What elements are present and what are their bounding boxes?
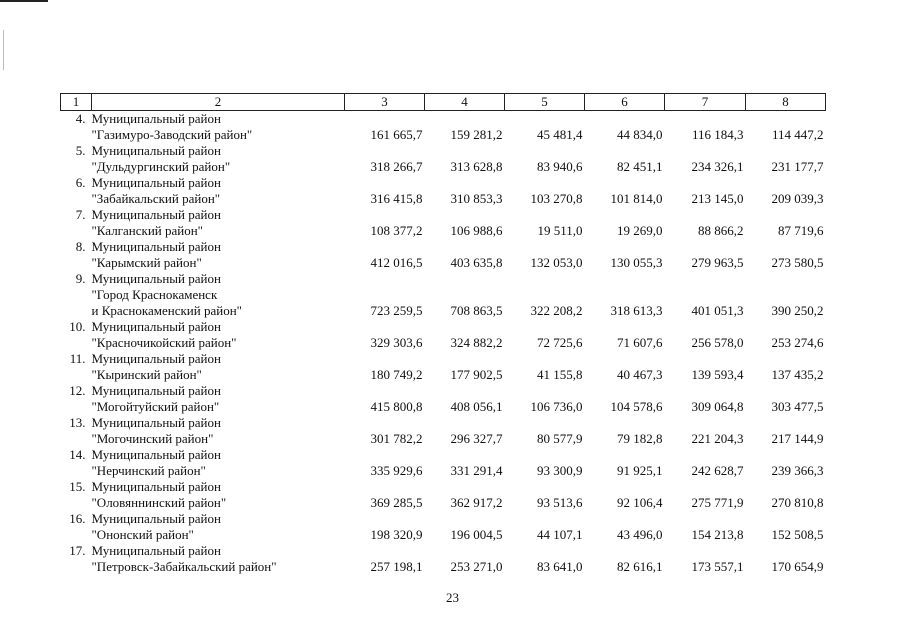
- value-cell-col-8: [746, 287, 826, 303]
- value-cell-col-4: 324 882,2: [450, 335, 503, 350]
- value-cell-col-4: [425, 351, 505, 367]
- value-cell-col-8: 303 477,5: [771, 399, 824, 414]
- table-row: [61, 447, 826, 463]
- value-cell-col-3: [345, 143, 425, 159]
- row-number: 9.: [75, 271, 86, 286]
- column-header-8: 8: [746, 94, 826, 111]
- value-cell-col-6: 318 613,3: [610, 303, 663, 318]
- value-cell-col-7: 154 213,8: [691, 527, 744, 542]
- value-cell-col-7: [665, 175, 746, 191]
- value-cell-col-3: 329 303,6: [370, 335, 423, 350]
- value-cell-col-5: 83 940,6: [537, 159, 583, 174]
- district-name-line: Муниципальный район: [91, 319, 221, 334]
- value-cell-col-8: 114 447,2: [771, 127, 824, 142]
- value-cell-col-4: [425, 543, 505, 559]
- value-cell-col-5: [505, 175, 585, 191]
- row-number: [61, 127, 92, 143]
- table-row: [61, 207, 826, 223]
- value-cell-col-3: [345, 319, 425, 335]
- table-row: [61, 271, 826, 287]
- table-row: [61, 239, 826, 255]
- value-cell-col-8: [746, 383, 826, 399]
- value-cell-col-3: 301 782,2: [370, 431, 423, 446]
- value-cell-col-3: 369 285,5: [370, 495, 423, 510]
- value-cell-col-3: 316 415,8: [370, 191, 423, 206]
- value-cell-col-6: 40 467,3: [617, 367, 663, 382]
- district-name-line: "Ононский район": [91, 527, 194, 542]
- table-row: [61, 175, 826, 191]
- table-row: [61, 367, 826, 383]
- district-name-line: "Калганский район": [91, 223, 203, 238]
- district-name-line: Муниципальный район: [91, 271, 221, 286]
- value-cell-col-5: [505, 351, 585, 367]
- value-cell-col-6: [585, 383, 665, 399]
- value-cell-col-5: 93 513,6: [537, 495, 583, 510]
- value-cell-col-5: 80 577,9: [537, 431, 583, 446]
- district-name-line: "Газимуро-Заводский район": [91, 127, 253, 142]
- value-cell-col-5: 44 107,1: [537, 527, 583, 542]
- table-row: [61, 431, 826, 447]
- table-row: [61, 511, 826, 527]
- value-cell-col-7: [665, 351, 746, 367]
- district-name-line: "Дульдургинский район": [91, 159, 231, 174]
- value-cell-col-8: [746, 543, 826, 559]
- value-cell-col-8: 239 366,3: [771, 463, 824, 478]
- value-cell-col-7: [665, 319, 746, 335]
- value-cell-col-3: [345, 239, 425, 255]
- row-number: [61, 191, 92, 207]
- district-name-line: Муниципальный район: [91, 447, 221, 462]
- value-cell-col-7: [665, 287, 746, 303]
- district-name-line: Муниципальный район: [91, 511, 221, 526]
- column-header-3: 3: [345, 94, 425, 111]
- value-cell-col-3: 412 016,5: [370, 255, 423, 270]
- value-cell-col-5: 106 736,0: [530, 399, 583, 414]
- value-cell-col-3: 415 800,8: [370, 399, 423, 414]
- value-cell-col-3: 108 377,2: [370, 223, 423, 238]
- value-cell-col-7: 173 557,1: [691, 559, 744, 574]
- value-cell-col-6: [585, 415, 665, 431]
- margin-scan-line: [3, 30, 4, 70]
- value-cell-col-3: 161 665,7: [370, 127, 423, 142]
- value-cell-col-8: [746, 351, 826, 367]
- value-cell-col-6: [585, 111, 665, 128]
- district-name-line: Муниципальный район: [91, 383, 221, 398]
- value-cell-col-3: [345, 543, 425, 559]
- value-cell-col-8: 231 177,7: [771, 159, 824, 174]
- district-name-line: Муниципальный район: [91, 207, 221, 222]
- column-header-7: 7: [665, 94, 746, 111]
- value-cell-col-6: 82 451,1: [617, 159, 663, 174]
- value-cell-col-4: [425, 383, 505, 399]
- value-cell-col-5: [505, 271, 585, 287]
- value-cell-col-4: [425, 207, 505, 223]
- value-cell-col-5: 41 155,8: [537, 367, 583, 382]
- value-cell-col-5: 83 641,0: [537, 559, 583, 574]
- value-cell-col-7: [665, 271, 746, 287]
- row-number: 6.: [75, 175, 86, 190]
- value-cell-col-7: 275 771,9: [691, 495, 744, 510]
- table-row: [61, 127, 826, 143]
- row-number: 7.: [75, 207, 86, 222]
- table-body: [61, 111, 826, 576]
- value-cell-col-4: [425, 143, 505, 159]
- value-cell-col-4: 408 056,1: [450, 399, 503, 414]
- row-number: [61, 559, 92, 575]
- value-cell-col-8: 87 719,6: [778, 223, 824, 238]
- row-number: [61, 159, 92, 175]
- value-cell-col-8: [746, 175, 826, 191]
- value-cell-col-3: 180 749,2: [370, 367, 423, 382]
- value-cell-col-7: 242 628,7: [691, 463, 744, 478]
- value-cell-col-8: 209 039,3: [771, 191, 824, 206]
- value-cell-col-5: [505, 287, 585, 303]
- budget-table: [60, 93, 826, 575]
- value-cell-col-6: [585, 479, 665, 495]
- district-name-line: и Краснокаменский район": [91, 303, 242, 318]
- value-cell-col-5: [505, 383, 585, 399]
- value-cell-col-5: 132 053,0: [530, 255, 583, 270]
- district-name-line: Муниципальный район: [91, 175, 221, 190]
- value-cell-col-4: [425, 319, 505, 335]
- row-number: 17.: [69, 543, 86, 558]
- value-cell-col-5: 322 208,2: [530, 303, 583, 318]
- district-name-line: "Забайкальский район": [91, 191, 221, 206]
- table-row: [61, 415, 826, 431]
- header-row: [61, 94, 826, 111]
- value-cell-col-7: 279 963,5: [691, 255, 744, 270]
- value-cell-col-8: [746, 447, 826, 463]
- table-row: [61, 223, 826, 239]
- row-number: 16.: [69, 511, 86, 526]
- value-cell-col-5: [505, 319, 585, 335]
- value-cell-col-4: [425, 287, 505, 303]
- value-cell-col-3: [345, 383, 425, 399]
- value-cell-col-7: [665, 239, 746, 255]
- table-row: [61, 351, 826, 367]
- value-cell-col-4: 106 988,6: [450, 223, 503, 238]
- row-number: 5.: [75, 143, 86, 158]
- value-cell-col-8: [746, 207, 826, 223]
- table-row: [61, 303, 826, 319]
- value-cell-col-3: 198 320,9: [370, 527, 423, 542]
- value-cell-col-7: 401 051,3: [691, 303, 744, 318]
- value-cell-col-7: [665, 207, 746, 223]
- value-cell-col-5: 93 300,9: [537, 463, 583, 478]
- value-cell-col-8: [746, 319, 826, 335]
- value-cell-col-6: [585, 511, 665, 527]
- value-cell-col-6: [585, 287, 665, 303]
- value-cell-col-3: 257 198,1: [370, 559, 423, 574]
- value-cell-col-7: [665, 543, 746, 559]
- row-number: 10.: [69, 319, 86, 334]
- column-header-6: 6: [585, 94, 665, 111]
- value-cell-col-3: [345, 511, 425, 527]
- value-cell-col-3: [345, 479, 425, 495]
- value-cell-col-7: [665, 511, 746, 527]
- table-row: [61, 159, 826, 175]
- value-cell-col-4: [425, 239, 505, 255]
- table-row: [61, 143, 826, 159]
- value-cell-col-7: 309 064,8: [691, 399, 744, 414]
- table-row: [61, 111, 826, 128]
- value-cell-col-6: 101 814,0: [610, 191, 663, 206]
- value-cell-col-6: 104 578,6: [610, 399, 663, 414]
- value-cell-col-3: [345, 175, 425, 191]
- row-number: [61, 367, 92, 383]
- value-cell-col-4: [425, 447, 505, 463]
- value-cell-col-5: 19 511,0: [537, 223, 583, 238]
- value-cell-col-7: 256 578,0: [691, 335, 744, 350]
- value-cell-col-6: 130 055,3: [610, 255, 663, 270]
- value-cell-col-3: [345, 271, 425, 287]
- value-cell-col-4: 708 863,5: [450, 303, 503, 318]
- value-cell-col-3: 335 929,6: [370, 463, 423, 478]
- row-number: 14.: [69, 447, 86, 462]
- district-name-line: "Могойтуйский район": [91, 399, 220, 414]
- district-name-line: "Город Краснокаменск: [91, 287, 218, 302]
- district-name-line: "Красночикойский район": [91, 335, 237, 350]
- value-cell-col-7: [665, 415, 746, 431]
- value-cell-col-6: 92 106,4: [617, 495, 663, 510]
- value-cell-col-3: [345, 287, 425, 303]
- value-cell-col-7: 116 184,3: [691, 127, 744, 142]
- table-row: [61, 543, 826, 559]
- row-number: 11.: [69, 351, 86, 366]
- value-cell-col-4: 159 281,2: [450, 127, 503, 142]
- district-name-line: Муниципальный район: [91, 415, 221, 430]
- value-cell-col-4: 313 628,8: [450, 159, 503, 174]
- value-cell-col-8: [746, 143, 826, 159]
- value-cell-col-5: [505, 207, 585, 223]
- page-number: 23: [446, 590, 459, 605]
- district-name-line: Муниципальный район: [91, 111, 221, 126]
- value-cell-col-8: 152 508,5: [771, 527, 824, 542]
- row-number: 4.: [75, 111, 86, 126]
- value-cell-col-6: [585, 543, 665, 559]
- value-cell-col-6: 79 182,8: [617, 431, 663, 446]
- value-cell-col-7: [665, 479, 746, 495]
- value-cell-col-8: 253 274,6: [771, 335, 824, 350]
- table-row: [61, 479, 826, 495]
- value-cell-col-4: 331 291,4: [450, 463, 503, 478]
- district-name-line: "Карымский район": [91, 255, 202, 270]
- corner-scan-mark: [0, 0, 48, 2]
- value-cell-col-6: 91 925,1: [617, 463, 663, 478]
- district-name-line: Муниципальный район: [91, 239, 221, 254]
- table-row: [61, 287, 826, 303]
- value-cell-col-6: 71 607,6: [617, 335, 663, 350]
- value-cell-col-6: [585, 207, 665, 223]
- value-cell-col-4: [425, 511, 505, 527]
- row-number: [61, 431, 92, 447]
- value-cell-col-3: [345, 351, 425, 367]
- row-number: [61, 255, 92, 271]
- value-cell-col-7: 213 145,0: [691, 191, 744, 206]
- value-cell-col-6: [585, 447, 665, 463]
- value-cell-col-4: 362 917,2: [450, 495, 503, 510]
- row-number: 13.: [69, 415, 86, 430]
- value-cell-col-8: 170 654,9: [771, 559, 824, 574]
- value-cell-col-5: [505, 543, 585, 559]
- value-cell-col-3: [345, 415, 425, 431]
- table-row: [61, 559, 826, 575]
- value-cell-col-6: [585, 239, 665, 255]
- column-header-4: 4: [425, 94, 505, 111]
- district-name-line: Муниципальный район: [91, 479, 221, 494]
- row-number: [61, 223, 92, 239]
- row-number: [61, 303, 92, 319]
- value-cell-col-3: 723 259,5: [370, 303, 423, 318]
- value-cell-col-5: [505, 479, 585, 495]
- district-name-line: "Нерчинский район": [91, 463, 206, 478]
- value-cell-col-3: [345, 447, 425, 463]
- value-cell-col-6: [585, 175, 665, 191]
- value-cell-col-4: 310 853,3: [450, 191, 503, 206]
- row-number: 12.: [69, 383, 86, 398]
- table-row: [61, 191, 826, 207]
- value-cell-col-4: [425, 111, 505, 128]
- row-number: [61, 527, 92, 543]
- value-cell-col-8: 390 250,2: [771, 303, 824, 318]
- district-name-line: Муниципальный район: [91, 543, 221, 558]
- value-cell-col-3: [345, 111, 425, 128]
- value-cell-col-8: [746, 415, 826, 431]
- value-cell-col-6: 43 496,0: [617, 527, 663, 542]
- row-number: [61, 463, 92, 479]
- value-cell-col-8: [746, 511, 826, 527]
- row-number: [61, 399, 92, 415]
- district-name-line: "Могочинский район": [91, 431, 214, 446]
- district-name-line: "Оловяннинский район": [91, 495, 227, 510]
- value-cell-col-5: [505, 511, 585, 527]
- value-cell-col-8: 273 580,5: [771, 255, 824, 270]
- value-cell-col-8: 270 810,8: [771, 495, 824, 510]
- district-name-line: "Петровск-Забайкальский район": [91, 559, 277, 574]
- district-name-line: "Кыринский район": [91, 367, 202, 382]
- row-number: 8.: [75, 239, 86, 254]
- row-number: 15.: [69, 479, 86, 494]
- value-cell-col-6: [585, 351, 665, 367]
- value-cell-col-4: 403 635,8: [450, 255, 503, 270]
- value-cell-col-8: 137 435,2: [771, 367, 824, 382]
- district-name-line: Муниципальный район: [91, 351, 221, 366]
- value-cell-col-4: [425, 415, 505, 431]
- value-cell-col-5: [505, 415, 585, 431]
- value-cell-col-7: 234 326,1: [691, 159, 744, 174]
- value-cell-col-4: 253 271,0: [450, 559, 503, 574]
- value-cell-col-7: [665, 383, 746, 399]
- row-number: [61, 495, 92, 511]
- value-cell-col-6: [585, 143, 665, 159]
- column-header-5: 5: [505, 94, 585, 111]
- value-cell-col-8: [746, 239, 826, 255]
- value-cell-col-4: [425, 479, 505, 495]
- value-cell-col-8: [746, 271, 826, 287]
- value-cell-col-3: [345, 207, 425, 223]
- value-cell-col-8: [746, 111, 826, 128]
- value-cell-col-6: [585, 319, 665, 335]
- value-cell-col-6: 82 616,1: [617, 559, 663, 574]
- value-cell-col-7: [665, 447, 746, 463]
- table-row: [61, 399, 826, 415]
- table-row: [61, 495, 826, 511]
- value-cell-col-7: 88 866,2: [698, 223, 744, 238]
- table-row: [61, 383, 826, 399]
- table-row: [61, 527, 826, 543]
- value-cell-col-4: 177 902,5: [450, 367, 503, 382]
- table-row: [61, 319, 826, 335]
- value-cell-col-5: 72 725,6: [537, 335, 583, 350]
- value-cell-col-5: [505, 239, 585, 255]
- table-row: [61, 335, 826, 351]
- value-cell-col-5: 103 270,8: [530, 191, 583, 206]
- value-cell-col-5: 45 481,4: [537, 127, 583, 142]
- value-cell-col-6: 19 269,0: [617, 223, 663, 238]
- table-row: [61, 463, 826, 479]
- table-row: [61, 255, 826, 271]
- value-cell-col-5: [505, 111, 585, 128]
- column-header-1: 1: [61, 94, 92, 111]
- value-cell-col-6: [585, 271, 665, 287]
- value-cell-col-7: [665, 111, 746, 128]
- value-cell-col-6: 44 834,0: [617, 127, 663, 142]
- value-cell-col-7: 139 593,4: [691, 367, 744, 382]
- value-cell-col-3: 318 266,7: [370, 159, 423, 174]
- value-cell-col-5: [505, 447, 585, 463]
- value-cell-col-7: [665, 143, 746, 159]
- value-cell-col-7: 221 204,3: [691, 431, 744, 446]
- value-cell-col-4: 296 327,7: [450, 431, 503, 446]
- row-number: [61, 287, 92, 303]
- value-cell-col-4: [425, 175, 505, 191]
- value-cell-col-4: 196 004,5: [450, 527, 503, 542]
- column-header-2: 2: [92, 94, 345, 111]
- value-cell-col-5: [505, 143, 585, 159]
- value-cell-col-4: [425, 271, 505, 287]
- district-name-line: Муниципальный район: [91, 143, 221, 158]
- value-cell-col-8: 217 144,9: [771, 431, 824, 446]
- value-cell-col-8: [746, 479, 826, 495]
- row-number: [61, 335, 92, 351]
